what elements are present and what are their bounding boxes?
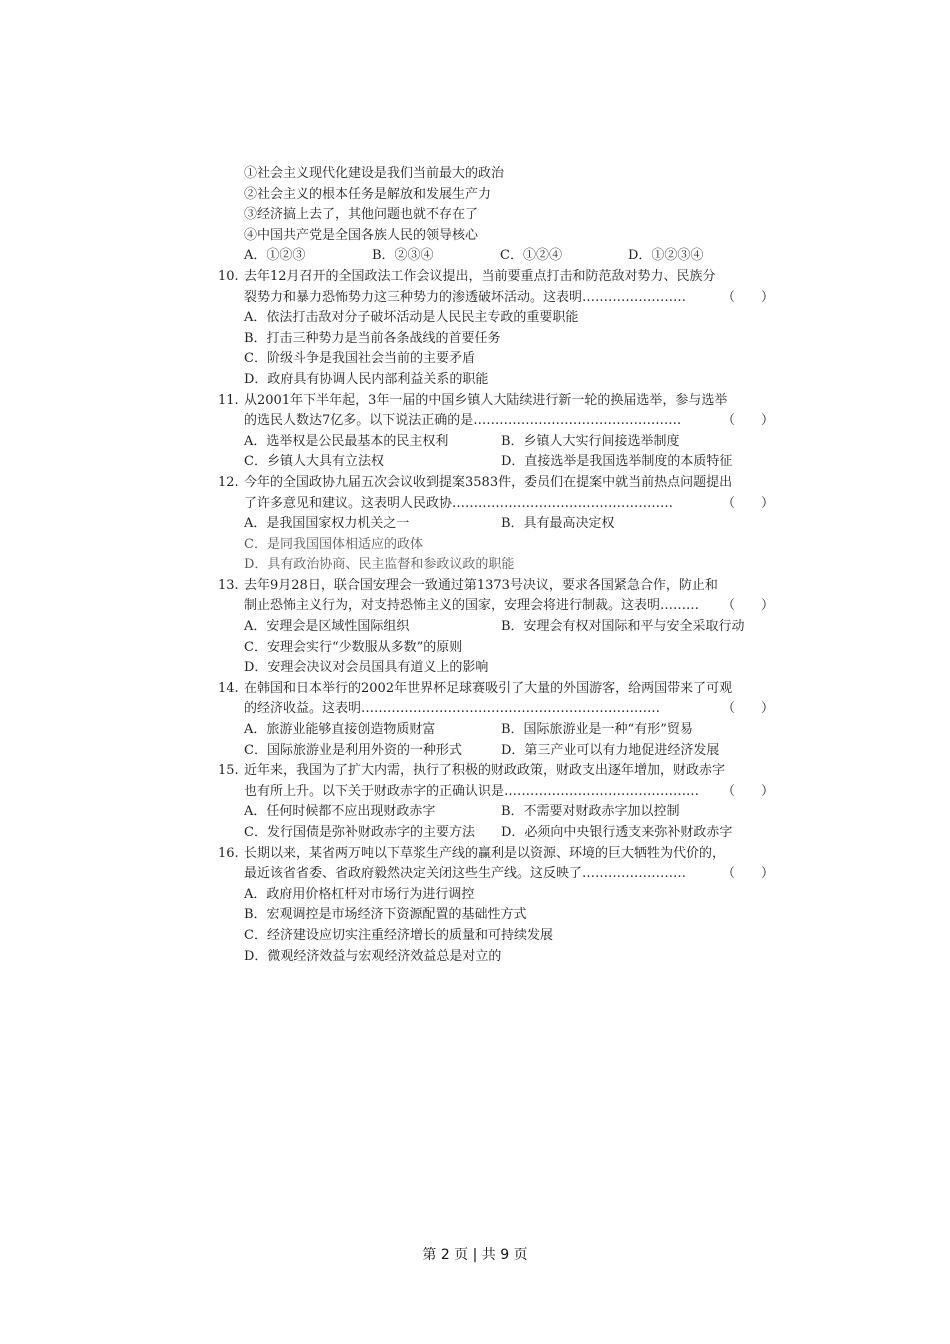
q11-option-a: A．选举权是公民最基本的民主权利 — [244, 433, 449, 449]
q10-stem-line-1: 10. 去年12月召开的全国政法工作会议提出，当前要重点打击和防范敌对势力、民族分 — [218, 267, 778, 288]
q10-option-d: D．政府具有协调人民内部利益关系的职能 — [244, 371, 489, 387]
q12-option-a: A．是我国国家权力机关之一 — [244, 516, 410, 532]
q12-option-c: C．是同我国国体相适应的政体 — [244, 536, 423, 552]
q13-option-a: A．安理会是区域性国际组织 — [244, 619, 410, 635]
q13-option-c: C．安理会实行“少数服从多数”的原则 — [244, 639, 463, 655]
q16-number: 16. — [218, 845, 239, 861]
q10-stem-line-2: 裂势力和暴力恐怖势力这三种势力的渗透破坏活动。这表明…………………… （ ） — [218, 288, 778, 309]
q12-answer-bracket: （ ） — [721, 495, 774, 511]
q10-option-a: A．依法打击敌对分子破坏活动是人民民主专政的重要职能 — [244, 310, 579, 326]
q15-options-row-2 — [218, 823, 778, 844]
q14-number: 14. — [218, 680, 239, 696]
q12-option-b: B．具有最高决定权 — [501, 516, 615, 532]
q13-answer-bracket: （ ） — [721, 598, 774, 614]
q9-statement-1: ①社会主义现代化建设是我们当前最大的政治 — [244, 166, 505, 181]
q15-stem-line-2: 也有所上升。以下关于财政赤字的正确认识是……………………………………… （ ） — [218, 782, 778, 803]
q14-stem-line-2: 的经济收益。这表明…………………………………………………………… （ ） — [218, 699, 778, 720]
q11-answer-bracket: （ ） — [721, 413, 774, 429]
q12-stem-line-1: 12. 今年的全国政协九届五次会议收到提案3583件，委员们在提案中就当前热点问题提出 — [218, 473, 778, 494]
q9-statement-2: ②社会主义的根本任务是解放和发展生产力 — [244, 186, 492, 202]
q10-option-b: B．打击三种势力是当前各条战线的首要任务 — [244, 330, 501, 346]
q13-option-d: D．安理会决议对会员国具有道义上的影响 — [244, 660, 489, 676]
q16-answer-bracket: （ ） — [721, 866, 774, 882]
q11-options-row-1 — [218, 432, 778, 453]
q12-option-d: D．具有政治协商、民主监督和参政议政的职能 — [244, 557, 515, 573]
q13-stem-line-1: 13. 去年9月28日，联合国安理会一致通过第1373号决议，要求各国紧急合作，防止和 — [218, 576, 778, 597]
q13-option-b: B．安理会有权对国际和平与安全采取行动 — [501, 619, 745, 635]
q14-stem-line-1: 14. 在韩国和日本举行的2002年世界杯足球赛吸引了大量的外国游客，给两国带来了可观 — [218, 679, 778, 700]
q16-stem-line-2: 最近该省省委、省政府毅然决定关闭这些生产线。这反映了…………………… （ ） — [218, 864, 778, 885]
q9-statement-3: ③经济搞上去了，其他问题也就不存在了 — [244, 207, 479, 223]
q11-stem-line-2: 的选民人数达7亿多。以下说法正确的是………………………………………… （ ） — [218, 411, 778, 432]
q13-stem-line-2: 制止恐怖主义行为，对支持恐怖主义的国家，安理会将进行制裁。这表明……… （ ） — [218, 596, 778, 617]
q15-options-row-1 — [218, 802, 778, 823]
q10-answer-bracket: （ ） — [721, 289, 774, 305]
q15-option-b: B．不需要对财政赤字加以控制 — [501, 804, 680, 820]
q14-option-c: C．国际旅游业是利用外资的一种形式 — [244, 742, 462, 758]
q11-options-row-2 — [218, 452, 778, 473]
q15-option-a: A．任何时候都不应出现财政赤字 — [244, 804, 436, 820]
q14-option-b: B．国际旅游业是一种“有形”贸易 — [501, 722, 693, 738]
q16-option-a: A．政府用价格杠杆对市场行为进行调控 — [244, 886, 475, 902]
q16-option-b: B．宏观调控是市场经济下资源配置的基础性方式 — [244, 907, 527, 923]
q14-options-row-1 — [218, 720, 778, 741]
q14-option-d: D．第三产业可以有力地促进经济发展 — [501, 742, 720, 758]
q9-option-a: A．①②③ — [244, 248, 306, 264]
q16-option-d: D．微观经济效益与宏观经济效益总是对立的 — [244, 948, 502, 964]
q11-option-c: C．乡镇人大具有立法权 — [244, 454, 384, 470]
q13-number: 13. — [218, 577, 239, 593]
q12-number: 12. — [218, 474, 239, 490]
q9-statement-4: ④中国共产党是全国各族人民的领导核心 — [244, 227, 479, 243]
q14-options-row-2 — [218, 741, 778, 762]
q11-stem-line-1: 11. 从2001年下半年起，3年一届的中国乡镇人大陆续进行新一轮的换届选举，参与选举 — [218, 391, 778, 412]
q11-option-d: D．直接选举是我国选举制度的本质特征 — [501, 454, 733, 470]
q14-option-a: A．旅游业能够直接创造物质财富 — [244, 722, 436, 738]
q9-option-d: D．①②③④ — [628, 248, 704, 264]
question-list — [218, 164, 778, 967]
q15-stem-line-1: 15. 近年来，我国为了扩大内需，执行了积极的财政政策，财政支出逐年增加，财政赤字 — [218, 761, 778, 782]
q16-option-c: C．经济建设应切实注重经济增长的质量和可持续发展 — [244, 927, 553, 943]
q11-option-b: B．乡镇人大实行间接选举制度 — [501, 433, 680, 449]
q15-option-d: D．必须向中央银行透支来弥补财政赤字 — [501, 825, 733, 840]
q11-number: 11. — [218, 392, 239, 408]
page-footer: 第 2 页 | 共 9 页 — [422, 1247, 528, 1263]
q15-option-c: C．发行国债是弥补财政赤字的主要方法 — [244, 825, 475, 840]
q9-option-b: B．②③④ — [372, 248, 434, 264]
q14-answer-bracket: （ ） — [721, 701, 774, 717]
q9-option-c: C．①②④ — [500, 248, 562, 264]
q9-options — [218, 246, 778, 267]
q13-options-row-1 — [218, 617, 778, 638]
q10-number: 10. — [218, 268, 239, 284]
q12-stem-line-2: 了许多意见和建议。这表明人民政协…………………………………………… （ ） — [218, 494, 778, 515]
q10-option-c: C．阶级斗争是我国社会当前的主要矛盾 — [244, 351, 475, 367]
q12-options-row-1 — [218, 514, 778, 535]
q15-number: 15. — [218, 763, 239, 779]
q16-stem-line-1: 16. 长期以来，某省两万吨以下草浆生产线的赢利是以资源、环境的巨大牺牲为代价的， — [218, 844, 778, 865]
q15-answer-bracket: （ ） — [721, 783, 774, 799]
